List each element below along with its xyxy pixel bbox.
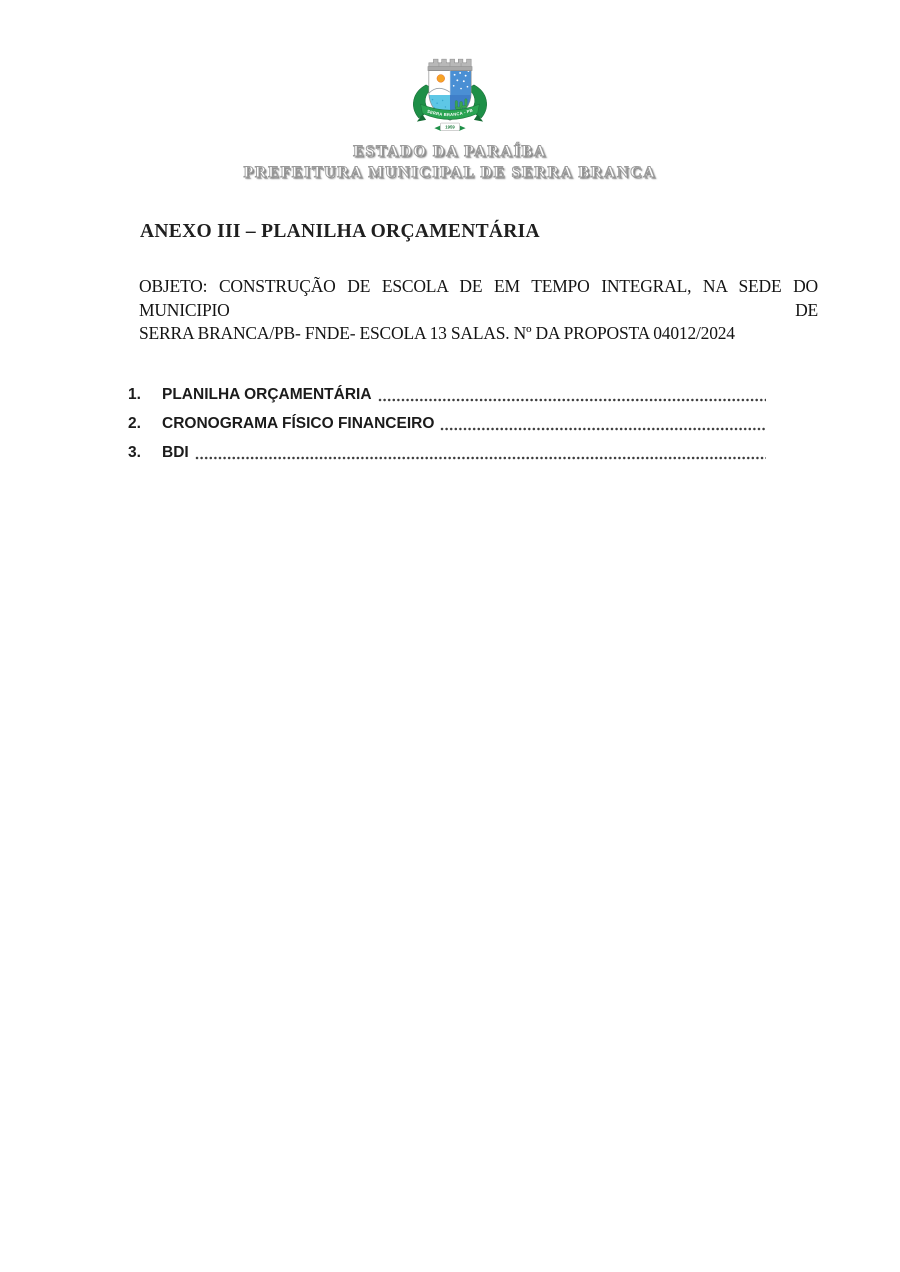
- table-of-contents: [128, 385, 766, 462]
- objeto-paragraph: [139, 275, 818, 346]
- toc-item-number: 1.: [128, 386, 141, 403]
- toc-item-number: 3.: [128, 444, 141, 461]
- letterhead-municipality-line: PREFEITURA MUNICIPAL DE SERRA BRANCA: [243, 164, 657, 181]
- letterhead-state-line: ESTADO DA PARAÍBA: [353, 143, 547, 160]
- objeto-line-2: SERRA BRANCA/PB- FNDE- ESCOLA 13 SALAS. Nº DA PROPOSTA 04012/2024: [139, 323, 735, 343]
- crest-year-scroll: [434, 123, 465, 131]
- toc-dotted-leader: [378, 398, 766, 402]
- toc-dotted-leader: [440, 427, 766, 431]
- crown-icon: [428, 59, 472, 71]
- crest-year-text: 1959: [445, 124, 455, 130]
- toc-item-bdi: [128, 443, 766, 462]
- toc-dotted-leader: [195, 456, 766, 460]
- toc-item-label: BDI: [162, 444, 189, 461]
- toc-item-number: 2.: [128, 415, 141, 432]
- municipal-crest-logo: [404, 55, 496, 135]
- toc-item-planilha: [128, 385, 766, 404]
- page-title: ANEXO III – PLANILHA ORÇAMENTÁRIA: [140, 221, 540, 242]
- toc-item-label: PLANILHA ORÇAMENTÁRIA: [162, 386, 372, 403]
- toc-item-label: CRONOGRAMA FÍSICO FINANCEIRO: [162, 415, 435, 432]
- sun-icon: [437, 75, 445, 83]
- toc-item-cronograma: [128, 414, 766, 433]
- crest-banner-text: SERRA BRANCA - PB: [426, 107, 474, 118]
- objeto-line-1: OBJETO: CONSTRUÇÃO DE ESCOLA DE EM TEMPO INTEGRAL, NA SEDE DO MUNICIPIO DE: [139, 276, 818, 320]
